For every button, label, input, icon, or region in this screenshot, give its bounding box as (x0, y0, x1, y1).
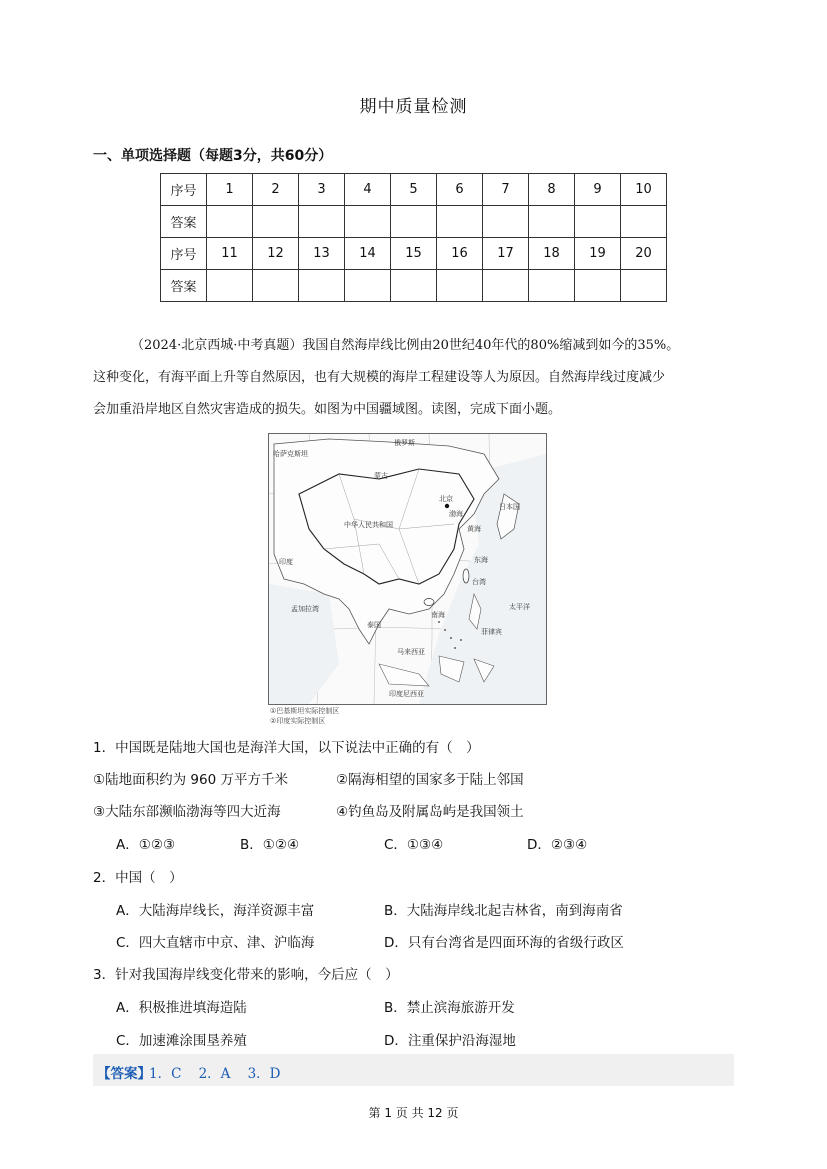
map-note: ①巴基斯坦实际控制区 (270, 707, 340, 715)
grid-number-cell: 14 (345, 238, 391, 270)
grid-number-cell: 16 (437, 238, 483, 270)
map-label-china: 中华人民共和国 (344, 521, 393, 529)
grid-number-cell: 12 (253, 238, 299, 270)
map-beijing-marker (445, 504, 449, 508)
question-1-option-d[interactable]: D．②③④ (527, 837, 588, 853)
map-label-mongolia: 蒙古 (374, 472, 388, 480)
grid-answer-cell[interactable] (575, 270, 621, 302)
map-hainan (424, 599, 434, 606)
grid-label-answer: 答案 (161, 270, 207, 302)
grid-answer-cell[interactable] (437, 206, 483, 238)
table-row (161, 238, 667, 270)
map-label-malaysia: 马来西亚 (397, 648, 425, 656)
grid-answer-cell[interactable] (299, 270, 345, 302)
grid-number-cell: 8 (529, 174, 575, 206)
page-title: 期中质量检测 (359, 97, 468, 117)
map-label-indonesia: 印度尼西亚 (389, 690, 424, 698)
grid-answer-cell[interactable] (253, 206, 299, 238)
grid-answer-cell[interactable] (575, 206, 621, 238)
map-ocean-west (269, 584, 339, 704)
map-label-india: 印度 (279, 558, 293, 566)
grid-number-cell: 7 (483, 174, 529, 206)
grid-label-answer: 答案 (161, 206, 207, 238)
map-label-beijing: 北京 (439, 495, 453, 503)
grid-answer-cell[interactable] (345, 206, 391, 238)
map-label-south-sea: 南海 (431, 611, 445, 619)
table-row (161, 270, 667, 302)
question-3-option-b[interactable]: B．禁止滨海旅游开发 (384, 1000, 515, 1016)
grid-answer-cell[interactable] (207, 206, 253, 238)
question-1-statement: ③大陆东部濒临渤海等四大近海 (93, 804, 281, 820)
map-note: ②印度实际控制区 (270, 717, 326, 725)
map-graphic (269, 434, 546, 704)
question-1-statement: ④钓鱼岛及附属岛屿是我国领土 (336, 804, 524, 820)
table-row (161, 174, 667, 206)
grid-answer-cell[interactable] (483, 206, 529, 238)
grid-answer-cell[interactable] (299, 206, 345, 238)
grid-label-number: 序号 (161, 174, 207, 206)
grid-number-cell: 2 (253, 174, 299, 206)
intro-line: 会加重沿岸地区自然灾害造成的损失。如图为中国疆域图。读图，完成下面小题。 (93, 402, 562, 417)
grid-answer-cell[interactable] (391, 270, 437, 302)
grid-answer-cell[interactable] (621, 206, 667, 238)
intro-line: 这种变化，有海平面上升等自然原因，也有大规模的海岸工程建设等人为原因。自然海岸线过度减少 (93, 370, 666, 385)
question-2-option-b[interactable]: B．大陆海岸线北起吉林省，南到海南省 (384, 903, 623, 919)
grid-number-cell: 5 (391, 174, 437, 206)
answer-text: 1．C 2．A 3．D (149, 1066, 281, 1082)
answer-bar (93, 1054, 734, 1086)
grid-number-cell: 10 (621, 174, 667, 206)
map-label-thailand: 泰国 (367, 621, 381, 629)
map-label-east-sea: 东海 (474, 556, 488, 564)
grid-answer-cell[interactable] (621, 270, 667, 302)
question-1-statement: ①陆地面积约为 960 万平方千米 (93, 772, 288, 788)
map-label-taiwan: 台湾 (472, 578, 486, 586)
china-territory-map (268, 433, 547, 705)
question-2-option-c[interactable]: C．四大直辖市中京、津、沪临海 (116, 935, 315, 951)
grid-answer-cell[interactable] (483, 270, 529, 302)
grid-number-cell: 15 (391, 238, 437, 270)
question-3-option-d[interactable]: D．注重保护沿海湿地 (384, 1033, 516, 1049)
grid-number-cell: 1 (207, 174, 253, 206)
question-1-option-a[interactable]: A．①②③ (116, 837, 176, 853)
grid-answer-cell[interactable] (391, 206, 437, 238)
map-label-yellow-sea: 黄海 (467, 525, 481, 533)
intro-line: （2024·北京西城·中考真题）我国自然海岸线比例由20世纪40年代的80%缩减到如今的35%。 (131, 338, 680, 353)
grid-number-cell: 11 (207, 238, 253, 270)
grid-number-cell: 18 (529, 238, 575, 270)
grid-answer-cell[interactable] (207, 270, 253, 302)
page-footer: 第 1 页 共 12 页 (368, 1106, 459, 1120)
question-3-option-c[interactable]: C．加速滩涂围垦养殖 (116, 1033, 247, 1049)
map-label-russia: 俄罗斯 (394, 439, 415, 447)
grid-number-cell: 6 (437, 174, 483, 206)
question-3-stem: 3．针对我国海岸线变化带来的影响，今后应（ ） (93, 967, 399, 983)
question-2-option-d[interactable]: D．只有台湾省是四面环海的省级行政区 (384, 935, 624, 951)
map-label-japan: 日本国 (499, 503, 520, 511)
question-1-option-b[interactable]: B．①②④ (240, 837, 300, 853)
question-1-statement: ②隔海相望的国家多于陆上邻国 (336, 772, 524, 788)
grid-number-cell: 20 (621, 238, 667, 270)
map-label-bohai: 渤海 (449, 510, 463, 518)
grid-number-cell: 13 (299, 238, 345, 270)
grid-answer-cell[interactable] (253, 270, 299, 302)
question-2-stem: 2．中国（ ） (93, 870, 183, 886)
map-label-bay-bengal: 孟加拉湾 (291, 605, 319, 613)
grid-number-cell: 3 (299, 174, 345, 206)
question-1-stem: 1．中国既是陆地大国也是海洋大国，以下说法中正确的有（ ） (93, 740, 480, 756)
grid-answer-cell[interactable] (437, 270, 483, 302)
answer-tag: 【答案】 (97, 1066, 151, 1082)
grid-label-number: 序号 (161, 238, 207, 270)
map-label-kazakhstan: 哈萨克斯坦 (273, 450, 308, 458)
grid-number-cell: 4 (345, 174, 391, 206)
map-label-pacific: 太平洋 (509, 603, 530, 611)
question-3-option-a[interactable]: A．积极推进填海造陆 (116, 1000, 247, 1016)
question-1-option-c[interactable]: C．①③④ (384, 837, 444, 853)
map-taiwan (463, 569, 469, 583)
grid-answer-cell[interactable] (529, 206, 575, 238)
grid-number-cell: 19 (575, 238, 621, 270)
grid-answer-cell[interactable] (345, 270, 391, 302)
map-label-philippines: 菲律宾 (481, 628, 502, 636)
answer-grid (160, 173, 667, 302)
grid-answer-cell[interactable] (529, 270, 575, 302)
grid-number-cell: 9 (575, 174, 621, 206)
grid-number-cell: 17 (483, 238, 529, 270)
question-2-option-a[interactable]: A．大陆海岸线长，海洋资源丰富 (116, 903, 315, 919)
section-heading: 一、单项选择题（每题3分，共60分） (93, 148, 333, 164)
table-row (161, 206, 667, 238)
